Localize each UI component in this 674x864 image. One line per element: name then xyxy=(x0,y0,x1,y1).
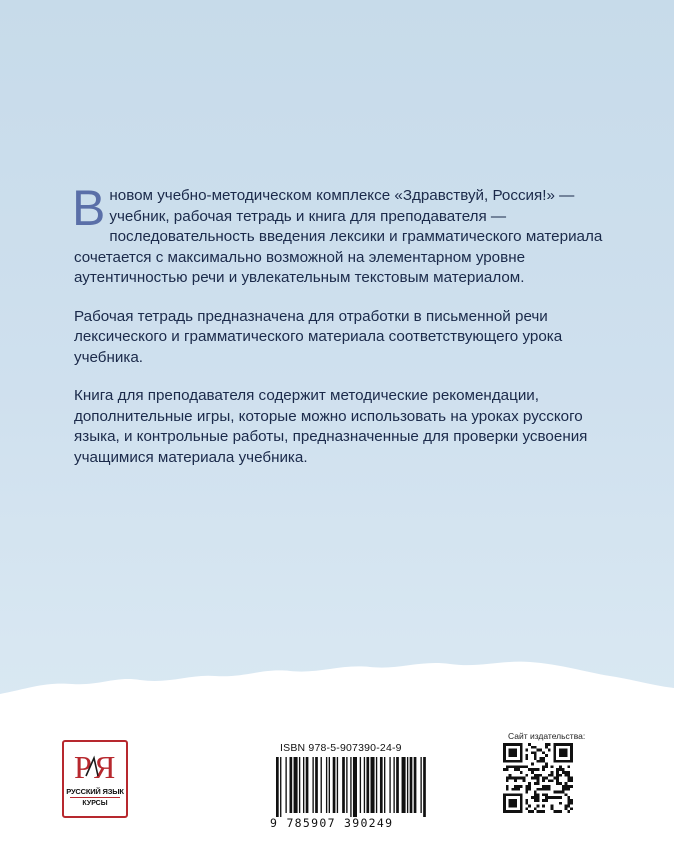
qr-label: Сайт издательства: xyxy=(508,731,586,741)
drop-cap: В xyxy=(72,180,106,236)
description-text xyxy=(72,180,604,486)
svg-text:Я: Я xyxy=(94,749,116,782)
paragraph-1 xyxy=(72,180,604,289)
publisher-logo xyxy=(62,740,128,818)
isbn-label: ISBN 978-5-907390-24-9 xyxy=(280,742,402,754)
paragraph-2: Рабочая тетрадь предназначена для отработки в письменной речи лексического и грамматического материала соответствующего урока учебника. xyxy=(74,307,563,366)
publisher-logo-line2: КУРСЫ xyxy=(82,800,108,807)
qr-code-image xyxy=(503,743,573,813)
publisher-logo-line1: РУССКИЙ ЯЗЫК xyxy=(66,787,124,796)
paragraph-1-text: новом учебно-методическом комплексе «Здравствуй, Россия!» — учебник, рабочая тетрадь и книга для преподавателя — последовательность введения лексики и грамматического материала сочетается с максимально возможной на элементарном уровне аутентичностью речи и увлекательным текстовым материалом. xyxy=(74,187,603,286)
svg-text:Р: Р xyxy=(74,749,92,782)
paragraph-3: Книга для преподавателя содержит методические рекомендации, дополнительные игры, которые можно использовать на уроках русского языка, и контрольные работы, предназначенные для проверки усвоения учащимися материала учебника. xyxy=(74,387,588,466)
barcode-number: 9 785907 390249 xyxy=(270,816,394,830)
publisher-logo-icon xyxy=(72,748,120,782)
publisher-logo-divider xyxy=(70,797,120,798)
barcode-image xyxy=(272,757,472,817)
